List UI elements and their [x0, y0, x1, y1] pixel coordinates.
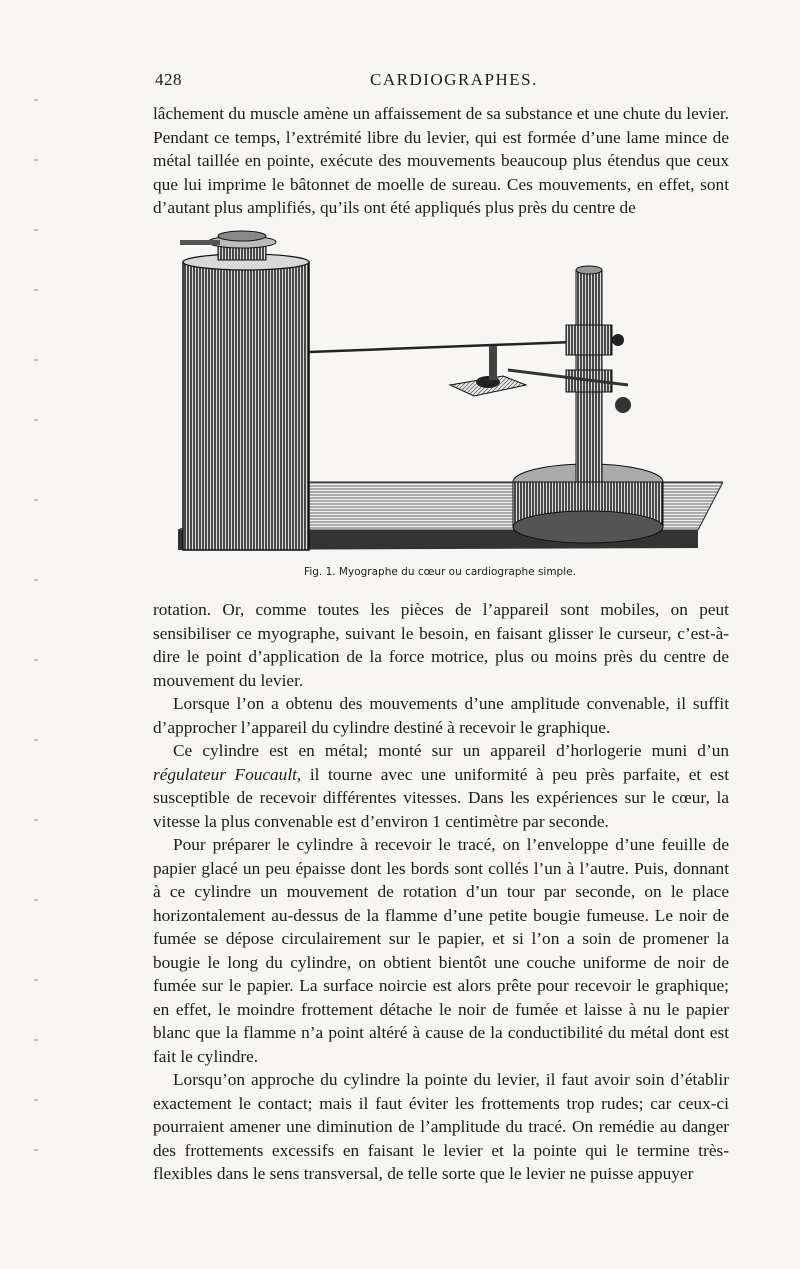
paragraph: lâchement du muscle amène un affaissement de sa substance et une chute du levier. Pendant ce temps, l’extrémité libre du levier, qui est formée d’une lame mince de métal taillée en pointe, exécute des mouvements beaucoup plus étendus que ceux que lui imprime le bâtonnet de moelle de sureau. Ces mouvements, en effet, sont d’autant plus amplifiés, qu’ils ont été appliqués plus près du centre de — [153, 104, 729, 217]
text-block-bottom — [153, 598, 729, 1186]
paragraph — [153, 739, 729, 833]
page-number: 428 — [155, 70, 182, 89]
paragraph: rotation. Or, comme toutes les pièces de l’appareil sont mobiles, on peut sensibiliser ce myographe, suivant le besoin, en faisant glisser le curseur, c’est-à-dire le point d’application de la force motrice, plus ou moins près du centre de mouvement du levier. — [153, 600, 729, 690]
paragraph: Lorsque l’on a obtenu des mouvements d’une amplitude convenable, il suffit d’approcher l’appareil du cylindre destiné à recevoir le graphique. — [153, 694, 729, 737]
italic-term: régulateur Foucault, — [153, 764, 302, 784]
running-title: CARDIOGRAPHES. — [370, 70, 538, 89]
figure-caption: Fig. 1. Myographe du cœur ou cardiographe simple. — [304, 566, 576, 578]
margin-scan-marks — [0, 0, 40, 1269]
text-run: Ce cylindre est en métal; monté sur un appareil d’horlogerie muni d’un — [173, 741, 729, 760]
figure-cardiograph-engraving — [178, 230, 723, 555]
paragraph: Pour préparer le cylindre à recevoir le tracé, on l’enveloppe d’une feuille de papier glacé un peu épaisse dont les bords sont collés l’un à l’autre. Puis, donnant à ce cylindre un mouvement de rotation d’un tour par seconde, on le place horizontalement au-dessus de la flamme d’une petite bougie fumeuse. Le noir de fumée se dépose circulairement sur le papier, et si l’on a soin de promener la bougie le long du cylindre, on obtient bientôt une couche uniforme de noir de fumée sur le papier. La surface noircie est alors prête pour recevoir le graphique; en effet, le moindre frottement détache le noir de fumée et laisse à nu le papier blanc que la flamme n’a point altéré à cause de la conductibilité du métal dont est fait le cylindre. — [153, 835, 729, 1066]
paragraph: Lorsqu’on approche du cylindre la pointe du levier, il faut avoir soin d’établir exactement le contact; mais il faut éviter les frottements trop rudes; car ceux-ci pourraient amener une diminution de l’amplitude du tracé. On remédie au danger des frottements excessifs en faisant le levier et la pointe qui le termine très-flexibles dans le sens transversal, de telle sorte que le levier ne puisse appuyer — [153, 1070, 729, 1183]
text-block-top — [153, 102, 729, 220]
text-run: il tourne avec une uniformité à peu près parfaite, et est susceptible de recevoir différentes vitesses. Dans les expériences sur le cœur, la vitesse la plus convenable est d’environ 1 centimètre par seconde. — [153, 764, 729, 831]
page-header — [155, 70, 730, 94]
